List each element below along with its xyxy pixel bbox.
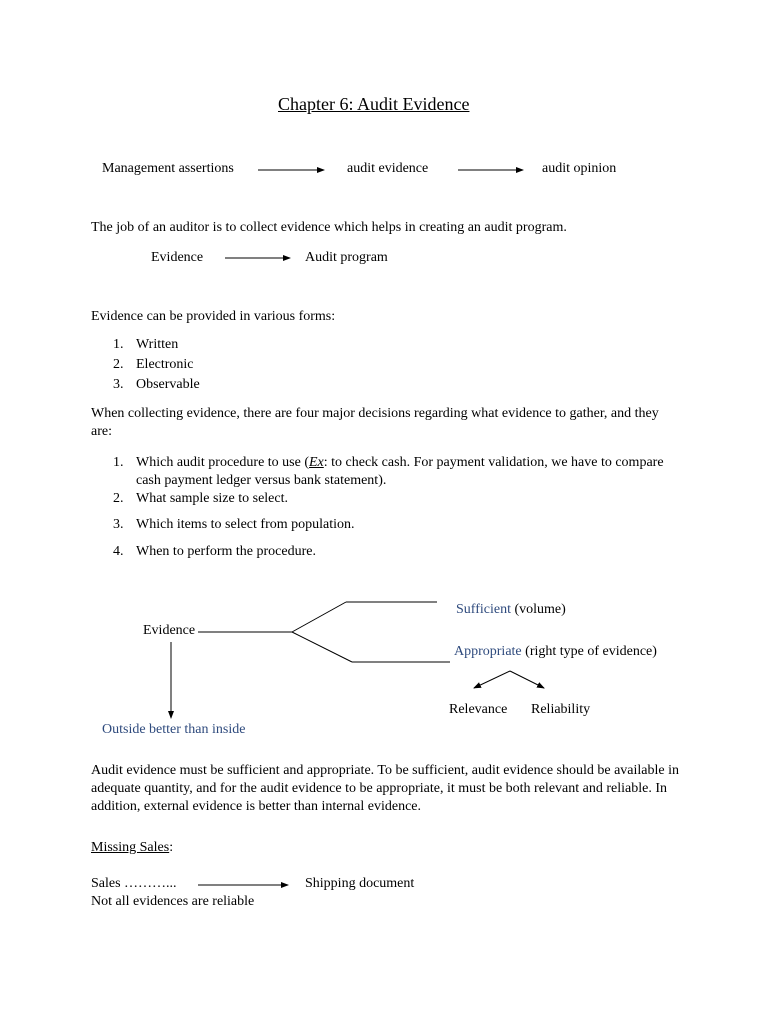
relevance-label: Relevance [449, 702, 508, 717]
arrow-to-reliability [510, 671, 544, 688]
branch-upper-diagonal [292, 602, 346, 632]
sales-label: Sales ………... [91, 876, 177, 891]
list-item: 3. Which items to select from population. [113, 517, 355, 532]
forms-list [91, 336, 691, 396]
flow-audit-opinion: audit opinion [542, 161, 617, 176]
page-title: Chapter 6: Audit Evidence [278, 94, 470, 114]
reliability-label: Reliability [531, 702, 591, 717]
intro-paragraph: The job of an auditor is to collect evidence which helps in creating an audit program. [91, 220, 567, 235]
flow-evidence: Evidence [151, 250, 204, 265]
summary-paragraph: Audit evidence must be sufficient and appropriate. To be sufficient, audit evidence should be available in adequate quantity, and for the audit evidence to be appropriate, it must be both relevant and reliable. In addition, external evidence is better than internal evidence. [91, 763, 680, 814]
decisions-list [91, 454, 691, 563]
diagram-evidence-label: Evidence [143, 623, 196, 638]
flow-management-assertions: Management assertions [102, 161, 234, 176]
list-item: 3. Observable [113, 377, 200, 392]
sufficient-label: Sufficient (volume) [456, 602, 566, 617]
list-item: 2. Electronic [113, 357, 194, 372]
shipping-document-label: Shipping document [305, 876, 415, 891]
list-item: 4. When to perform the procedure. [113, 544, 316, 559]
list-item: 2. What sample size to select. [113, 491, 288, 506]
flow-audit-evidence: audit evidence [347, 161, 429, 176]
branch-lower-diagonal [292, 632, 352, 662]
appropriate-label: Appropriate (right type of evidence) [454, 644, 657, 659]
arrow-to-relevance [474, 671, 510, 688]
forms-intro: Evidence can be provided in various forms: [91, 309, 336, 324]
decisions-intro: When collecting evidence, there are four major decisions regarding what evidence to gather, and they are: [91, 406, 659, 439]
reliability-note: Not all evidences are reliable [91, 894, 255, 909]
missing-sales-heading: Missing Sales: [91, 840, 174, 855]
list-item: 1. Written [113, 337, 179, 352]
flow-audit-program: Audit program [305, 250, 388, 265]
outside-better-label: Outside better than inside [102, 722, 246, 737]
list-item: 1. Which audit procedure to use (Ex: to check cash. For payment validation, we have to compare cash payment ledger versus bank statement). [113, 455, 664, 488]
